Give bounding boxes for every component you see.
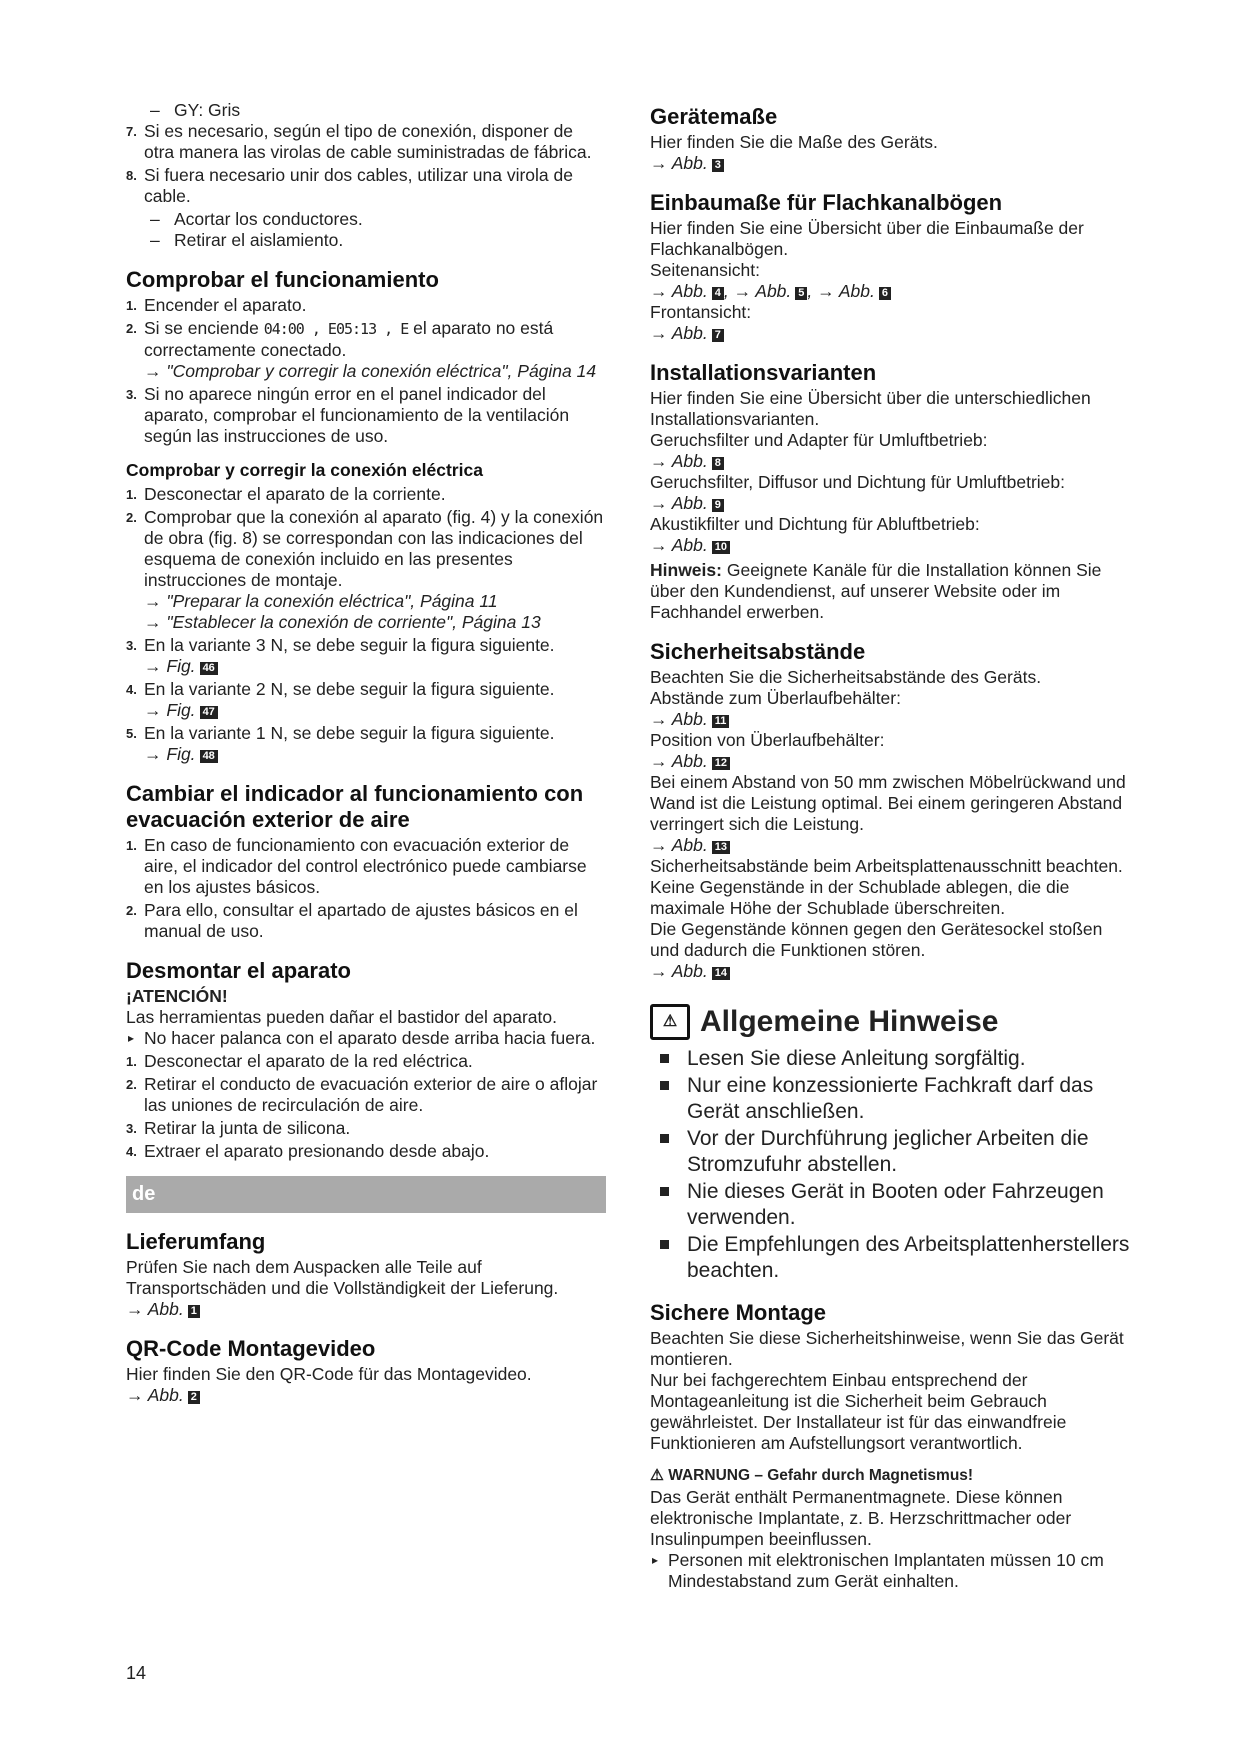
caution-label: ¡ATENCIÓN! bbox=[126, 986, 228, 1006]
figure-ref: → Abb. 8 bbox=[650, 451, 1130, 472]
warning-icon: ⚠ bbox=[650, 1467, 664, 1484]
warning-heading: ⚠ WARNUNG – Gefahr durch Magnetismus! bbox=[650, 1467, 974, 1484]
figure-ref: → Abb. 11 bbox=[650, 709, 1130, 730]
subsection-heading: Comprobar y corregir la conexión eléctrica bbox=[126, 460, 483, 480]
paragraph: Geruchsfilter, Diffusor und Dichtung für Umluftbetrieb: bbox=[650, 472, 1066, 492]
figure-ref: → Abb. 14 bbox=[650, 961, 1130, 982]
list-item: 1. En caso de funcionamiento con evacuación exterior de aire, el indicador del control electrónico puede cambiarse en los ajustes básicos. bbox=[126, 835, 587, 897]
list-item: Lesen Sie diese Anleitung sorgfältig. bbox=[650, 1046, 1130, 1072]
section-heading: Gerätemaße bbox=[650, 104, 778, 129]
section-heading: Einbaumaße für Flachkanalbögen bbox=[650, 190, 1003, 215]
paragraph: Hier finden Sie eine Übersicht über die unterschiedlichen Installationsvarianten. bbox=[650, 388, 1091, 429]
section-heading: Installationsvarianten bbox=[650, 360, 877, 385]
section-heading: Desmontar el aparato bbox=[126, 958, 351, 983]
section-heading: Sicherheitsabstände bbox=[650, 639, 866, 664]
figure-ref: → Abb. 9 bbox=[650, 493, 1130, 514]
list-item: ▸ No hacer palanca con el aparato desde arriba hacia fuera. bbox=[126, 1028, 606, 1049]
list-item: – GY: Gris bbox=[126, 100, 606, 121]
list-item: 5. En la variante 1 N, se debe seguir la figura siguiente. → Fig. 48 bbox=[126, 723, 555, 764]
list-item: Nur eine konzessionierte Fachkraft darf das Gerät anschließen. bbox=[650, 1073, 1130, 1125]
paragraph: Nur bei fachgerechtem Einbau entsprechend der Montageanleitung ist die Sicherheit beim Gebrauch gewährleistet. Der Installateur ist für das einwandfreie Funktionieren am Aufstellungsort verantwortlich. bbox=[650, 1370, 1067, 1453]
paragraph: Akustikfilter und Dichtung für Abluftbetrieb: bbox=[650, 514, 980, 534]
list-item: 2. Comprobar que la conexión al aparato (fig. 4) y la conexión de obra (fig. 8) se correspondan con las indicaciones del esquema de conexión incluido en las presentes instrucciones de montaje. → "Preparar la conexión eléctrica", Página 11 → "Establecer la conexión de corriente", Página 13 bbox=[126, 507, 604, 632]
list-item: Nie dieses Gerät in Booten oder Fahrzeugen verwenden. bbox=[650, 1179, 1130, 1231]
paragraph: Geruchsfilter und Adapter für Umluftbetrieb: bbox=[650, 430, 988, 450]
list-item: 1. Desconectar el aparato de la corriente. bbox=[126, 484, 446, 504]
list-item: Die Empfehlungen des Arbeitsplattenherstellers beachten. bbox=[650, 1232, 1130, 1284]
figure-ref: → Abb. 4 , → Abb. 5 , → Abb. 6 bbox=[650, 281, 1130, 302]
figure-ref: → Abb. 3 bbox=[650, 153, 1130, 174]
figure-ref: → Abb. 1 bbox=[126, 1299, 606, 1320]
paragraph: Das Gerät enthält Permanentmagnete. Diese können elektronische Implantate, z. B. Herzschrittmacher oder Insulinpumpen beeinflussen. bbox=[650, 1487, 1072, 1549]
page-number: 14 bbox=[126, 1663, 147, 1683]
paragraph: Keine Gegenstände in der Schublade ablegen, die die maximale Höhe der Schublade überschreiten. bbox=[650, 877, 1070, 918]
list-item: 1. Encender el aparato. bbox=[126, 295, 307, 315]
section-heading: Lieferumfang bbox=[126, 1229, 266, 1254]
list-item: Vor der Durchführung jeglicher Arbeiten die Stromzufuhr abstellen. bbox=[650, 1126, 1130, 1178]
section-heading: Comprobar el funcionamiento bbox=[126, 267, 439, 292]
paragraph: Frontansicht: bbox=[650, 302, 752, 322]
list-item: 2. Retirar el conducto de evacuación exterior de aire o aflojar las uniones de recirculación de aire. bbox=[126, 1074, 598, 1115]
paragraph: Position von Überlaufbehälter: bbox=[650, 730, 885, 750]
figure-ref: → Abb. 2 bbox=[126, 1385, 606, 1406]
section-heading: Cambiar el indicador al funcionamiento con evacuación exterior de aire bbox=[126, 781, 584, 832]
warning-icon: ⚠ bbox=[650, 1004, 690, 1040]
right-column bbox=[650, 100, 1130, 1592]
paragraph: Hier finden Sie eine Übersicht über die Einbaumaße der Flachkanalbögen. bbox=[650, 218, 1084, 259]
figure-ref: → Abb. 10 bbox=[650, 535, 1130, 556]
figure-ref: → Abb. 12 bbox=[650, 751, 1130, 772]
list-item: – Retirar el aislamiento. bbox=[126, 230, 606, 251]
paragraph: Beachten Sie die Sicherheitsabstände des Geräts. bbox=[650, 667, 1042, 687]
figure-ref: → Abb. 13 bbox=[650, 835, 1130, 856]
section-heading: Sichere Montage bbox=[650, 1300, 827, 1325]
list-item: 1. Desconectar el aparato de la red eléctrica. bbox=[126, 1051, 473, 1071]
section-heading: ⚠ Allgemeine Hinweise bbox=[650, 1004, 1130, 1040]
list-item: 2. Para ello, consultar el apartado de ajustes básicos en el manual de uso. bbox=[126, 900, 578, 941]
paragraph: Bei einem Abstand von 50 mm zwischen Möbelrückwand und Wand ist die Leistung optimal. Bei einem geringeren Abstand verringert sich die Leistung. bbox=[650, 772, 1126, 834]
paragraph: Beachten Sie diese Sicherheitshinweise, wenn Sie das Gerät montieren. bbox=[650, 1328, 1124, 1369]
paragraph: Hier finden Sie die Maße des Geräts. bbox=[650, 132, 938, 152]
list-item: 7. Si es necesario, según el tipo de conexión, disponer de otra manera las virolas de cable suministradas de fábrica. bbox=[126, 121, 592, 162]
list-item: 4. En la variante 2 N, se debe seguir la figura siguiente. → Fig. 47 bbox=[126, 679, 555, 720]
list-item: 3. Retirar la junta de silicona. bbox=[126, 1118, 351, 1138]
paragraph: Die Gegenstände können gegen den Gerätesockel stoßen und dadurch die Funktionen stören. bbox=[650, 919, 1103, 960]
paragraph: Prüfen Sie nach dem Auspacken alle Teile auf Transportschäden und die Vollständigkeit der Lieferung. bbox=[126, 1257, 559, 1298]
section-heading: QR-Code Montagevideo bbox=[126, 1336, 376, 1361]
left-column bbox=[126, 100, 606, 1406]
list-item: 4. Extraer el aparato presionando desde abajo. bbox=[126, 1141, 490, 1161]
list-item: 2. Si se enciende 04:00 , E05:13 , E el aparato no está correctamente conectado. → "Comprobar y corregir la conexión eléctrica", Página 14 bbox=[126, 318, 597, 381]
paragraph: Hier finden Sie den QR-Code für das Montagevideo. bbox=[126, 1364, 532, 1384]
list-item: 8. Si fuera necesario unir dos cables, utilizar una virola de cable. bbox=[126, 165, 573, 206]
list-item: ▸ Personen mit elektronischen Implantaten müssen 10 cm Mindestabstand zum Gerät einhalten. bbox=[650, 1550, 1130, 1592]
note: Hinweis: Geeignete Kanäle für die Installation können Sie über den Kundendienst, auf unserer Website oder im Fachhandel erwerben. bbox=[650, 560, 1102, 622]
list-item: – Acortar los conductores. bbox=[126, 209, 606, 230]
paragraph: Las herramientas pueden dañar el bastidor del aparato. bbox=[126, 1007, 557, 1027]
figure-ref: → Abb. 7 bbox=[650, 323, 1130, 344]
list-item: 3. Si no aparece ningún error en el panel indicador del aparato, comprobar el funcionamiento de la ventilación según las instrucciones de uso. bbox=[126, 384, 570, 446]
paragraph: Seitenansicht: bbox=[650, 260, 760, 280]
paragraph: Abstände zum Überlaufbehälter: bbox=[650, 688, 901, 708]
paragraph: Sicherheitsabstände beim Arbeitsplattenausschnitt beachten. bbox=[650, 856, 1123, 876]
language-bar: de bbox=[126, 1176, 606, 1213]
list-item: 3. En la variante 3 N, se debe seguir la figura siguiente. → Fig. 46 bbox=[126, 635, 555, 676]
